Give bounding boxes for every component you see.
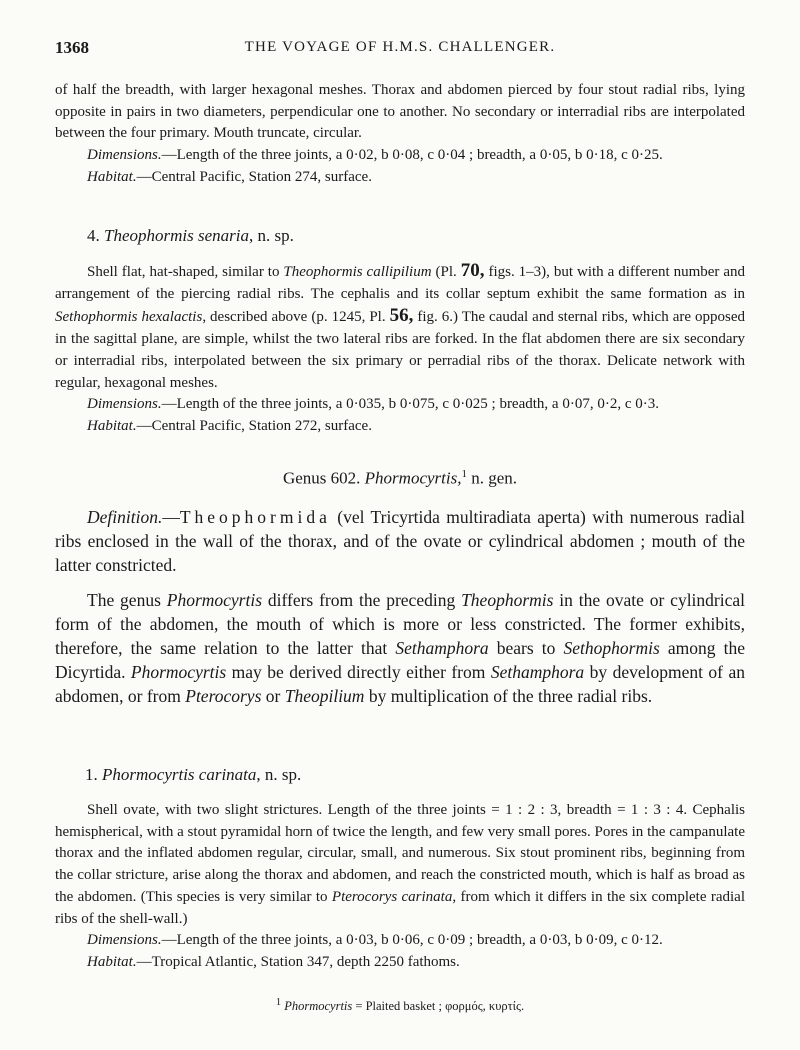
footnote: $^1$ Phormocyrtis = Plaited basket ; φορμός, κυρτίς.	[275, 997, 525, 1014]
genus-definition	[55, 505, 745, 577]
description-paragraph: Shell flat, hat-shaped, similar to Theophormis callipilium (Pl. 70, figs. 1–3), but with a different number and arrangement of the piercing radial ribs. The cephalis and its collar septum exhibit the same formation as in Sethophormis hexalactis, described above (p. 1245, Pl. 56, fig. 6.) The caudal and sternal ribs, which are opposed in the sagittal plane, are simple, whilst the two lateral ribs are forked. In the flat abdomen there are six secondary or interradial ribs, interpolated between the six primary or perradial ribs of the thorax. Delicate network with regular, hexagonal meshes.	[55, 260, 746, 391]
running-title: THE VOYAGE OF H.M.S. CHALLENGER.	[244, 39, 556, 55]
genus-discussion	[55, 588, 745, 708]
page-number: 1368	[55, 38, 89, 57]
continued-paragraph: of half the breadth, with larger hexagonal meshes. Thorax and abdomen pierced by four stout radial ribs, lying opposite in pairs in two diameters, perpendicular one to another. No secondary or interradial ribs are interpolated between the four primary. Mouth truncate, circular.	[55, 82, 745, 142]
habitat-line: Habitat.—Central Pacific, Station 272, surface.	[87, 417, 372, 434]
dimensions-line: Dimensions.—Length of the three joints, a 0·03, b 0·06, c 0·09 ; breadth, a 0·03, b 0·09, c 0·12.	[87, 932, 663, 949]
habitat-line: Habitat.—Central Pacific, Station 274, surface.	[87, 168, 372, 185]
dimensions-line: Dimensions.—Length of the three joints, a 0·035, b 0·075, c 0·025 ; breadth, a 0·07, 0·2, c 0·3.	[87, 396, 659, 413]
dimensions-line: Dimensions.—Length of the three joints, a 0·02, b 0·08, c 0·04 ; breadth, a 0·05, b 0·18, c 0·25.	[87, 147, 663, 164]
discussion-paragraph: The genus Phormocyrtis differs from the preceding Theophormis in the ovate or cylindrical form of the abdomen, the mouth of which is more or less constricted. The former exhibits, therefore, the same relation to the latter that Sethamphora bears to Sethophormis among the Dicyrtida. Phormocyrtis may be derived directly either from Sethamphora by development of an abdomen, or from Pterocorys or Theopilium by multiplication of the three radial ribs.	[55, 590, 746, 706]
species-heading-carinata: 1. Phormocyrtis carinata, n. sp.	[85, 765, 302, 784]
genus-heading: Genus 602. Phormocyrtis,$^1$ n. gen.	[282, 468, 518, 488]
habitat-line: Habitat.—Tropical Atlantic, Station 347, depth 2250 fathoms.	[87, 953, 460, 970]
continued-description	[55, 80, 745, 189]
running-header	[55, 38, 745, 60]
species-description-carinata	[55, 800, 745, 974]
definition-paragraph: Definition.—Theophormida (vel Tricyrtida multiradiata aperta) with numerous radial ribs enclosed in the wall of the thorax, and of the ovate or cylindrical abdomen ; mouth of the latter constricted.	[55, 507, 745, 575]
species-heading-senaria: 4. Theophormis senaria, n. sp.	[87, 226, 294, 245]
species-description-senaria	[55, 260, 745, 438]
description-paragraph: Shell ovate, with two slight strictures. Length of the three joints = 1 : 2 : 3, breadth = 1 : 3 : 4. Cephalis hemispherical, with a stout pyramidal horn of twice the length, and few very small pores. Pores in the campanulate thorax and the inflated abdomen regular, circular, small, and numerous. Six stout prominent ribs, beginning from the collar stricture, arise along the thorax and abdomen, and reach the constricted mouth, which is half as broad as the abdomen. (This species is very similar to Pterocorys carinata, from which it differs in the six complete radial ribs of the shell-wall.)	[55, 802, 745, 927]
